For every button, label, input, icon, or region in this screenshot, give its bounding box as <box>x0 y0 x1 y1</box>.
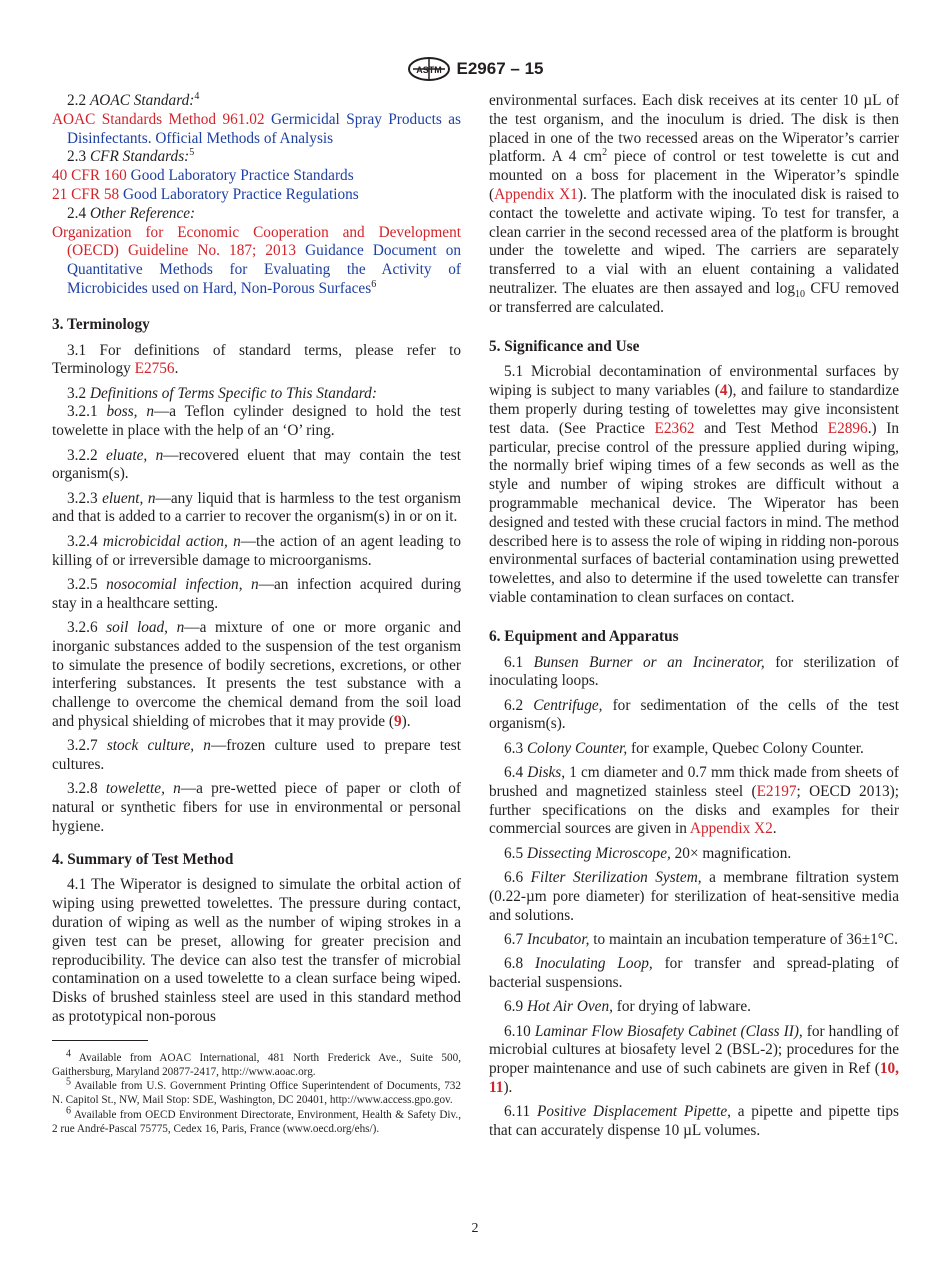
section-2-2: 2.2 AOAC Standard:$^4$ <box>67 90 200 109</box>
section-2-3: 2.3 CFR Standards:$^5$ <box>67 147 195 166</box>
term-3-2-5: 3.2.5 nosocomial infection, n—an infection acquired during stay in a healthcare setting. <box>52 575 461 612</box>
equipment-6-10: 6.10 Laminar Flow Biosafety Cabinet (Class II), for handling of microbial cultures at biosafety level 2 (BSL-2); procedures for the proper maintenance and use of such cabinets are given in Ref (10, 11). <box>489 1022 899 1096</box>
ref-link-9[interactable]: 9 <box>393 712 402 730</box>
page-number: 2 <box>471 1221 479 1236</box>
link-e2197[interactable]: E2197 <box>756 782 797 800</box>
equipment-6-2: 6.2 Centrifuge, for sedimentation of the cells of the test organism(s). <box>489 696 899 733</box>
ref-link-10-11[interactable]: 10, 11 <box>489 1060 899 1096</box>
svg-text:ASTM: ASTM <box>415 65 442 75</box>
term-3-2-7: 3.2.7 stock culture, n—frozen culture used to prepare test cultures. <box>52 737 461 773</box>
ref-aoac-961-02[interactable]: AOAC Standards Method 961.02 Germicidal Spray Products as Disinfectants. Official Methods of Analysis <box>52 110 461 147</box>
section-5-heading: 5. Significance and Use <box>489 337 640 355</box>
summary-4-1: 4.1 The Wiperator is designed to simulate the orbital action of wiping using prewetted towelettes. The pressure during contact, duration of wiping as well as the number of wiping strokes in a given test can be preset, allowing for greater precision and reproducibility. The device can also test the transfer of microbial contamination on a used towelette to a clean surface being wiped. Disks of brushed stainless steel are used in this standard method as prototypical non-porous <box>52 876 461 1026</box>
equipment-6-4: 6.4 Disks, 1 cm diameter and 0.7 mm thick made from sheets of brushed and magnetized stainless steel (E2197; OECD 2013); further specifications on the disks and examples for their commercial sources are given in Appendix X2. <box>489 764 899 838</box>
footnote-divider <box>52 1040 148 1041</box>
equipment-6-7: 6.7 Incubator, to maintain an incubation temperature of 36±1°C. <box>504 930 898 948</box>
right-column <box>489 92 899 1141</box>
ref-21-cfr-58[interactable]: 21 CFR 58 Good Laboratory Practice Regulations <box>52 185 359 203</box>
left-column <box>52 92 461 1136</box>
section-4-heading: 4. Summary of Test Method <box>52 850 234 868</box>
ref-40-cfr-160[interactable]: 40 CFR 160 Good Laboratory Practice Standards <box>52 167 354 185</box>
significance-5-1: 5.1 Microbial decontamination of environmental surfaces by wiping is subject to many variables (4), and failure to standardize them properly during testing of towelettes may give inconsistent test data. (See Practice E2362 and Test Method E2896.) In particular, precise control of the pressure applied during wiping, the normally brief wiping times of a few seconds as well as the style and number of wiping strokes are difficult without a programmable mechanical device. The Wiperator has been designed and tested with these crucial factors in mind. The method described here is to assess the role of wiping in ridding non-porous environmental surfaces of bacterial contamination using prewetted towelettes, and also to determine if the used towelette can transfer viable contamination to clean surfaces on contact. <box>489 363 899 606</box>
link-appendix-x2[interactable]: Appendix X2 <box>689 820 773 838</box>
term-3-2-4: 3.2.4 microbicidal action, n—the action of an agent leading to killing of or irreversible damage to microorganisms. <box>52 532 461 569</box>
link-e2756[interactable]: E2756 <box>134 360 175 378</box>
section-6-heading: 6. Equipment and Apparatus <box>489 627 679 645</box>
equipment-6-1: 6.1 Bunsen Burner or an Incinerator, for sterilization of inoculating loops. <box>489 653 899 690</box>
term-3-2-3: 3.2.3 eluent, n—any liquid that is harmless to the test organism and that is added to a carrier to recover the organism(s) in or on it. <box>52 489 461 526</box>
link-appendix-x1[interactable]: Appendix X1 <box>494 185 578 203</box>
section-3-heading: 3. Terminology <box>52 315 150 333</box>
equipment-6-5: 6.5 Dissecting Microscope, 20× magnification. <box>504 844 792 862</box>
footnotes <box>52 1040 461 1136</box>
term-3-2: 3.2 Definitions of Terms Specific to This Standard: <box>67 384 377 402</box>
term-3-2-8: 3.2.8 towelette, n—a pre-wetted piece of paper or cloth of natural or synthetic fibers for use in environmental or personal hygiene. <box>52 780 461 835</box>
footnote-4: $^4$ Available from AOAC International, 481 North Frederick Ave., Suite 500, Gaithersburg, Maryland 20877-2417, http://www.aoac.org. <box>52 1048 461 1079</box>
term-3-2-2: 3.2.2 eluate, n—recovered eluent that may contain the test organism(s). <box>52 446 461 483</box>
term-3-1: 3.1 For definitions of standard terms, please refer to Terminology E2756. <box>52 341 461 378</box>
equipment-6-8: 6.8 Inoculating Loop, for transfer and spread-plating of bacterial suspensions. <box>489 955 899 991</box>
equipment-6-11: 6.11 Positive Displacement Pipette, a pipette and pipette tips that can accurately dispense 10 µL volumes. <box>489 1103 900 1140</box>
footnote-5: $^5$ Available from U.S. Government Printing Office Superintendent of Documents, 732 N. Capitol St., NW, Mail Stop: SDE, Washington, DC 20401, http://www.access.gpo.gov. <box>52 1076 461 1107</box>
term-3-2-6: 3.2.6 soil load, n—a mixture of one or more organic and inorganic substances added to the suspension of the test organism to simulate the presence of bodily secretions, excretions, or other interfering substances. It presents the test substance with a challenge to overcome the chemical demand from the soil load and physical shielding of microbes that it may provide (9). <box>52 618 462 730</box>
page-header <box>0 57 950 83</box>
term-3-2-1: 3.2.1 boss, n—a Teflon cylinder designed to hold the test towelette in place with the help of an ‘O’ ring. <box>52 403 461 440</box>
standard-designation: E2967 – 15 <box>456 59 544 78</box>
ref-link-4[interactable]: 4 <box>719 382 728 400</box>
summary-4-1-continued: environmental surfaces. Each disk receives at its center 10 µL of the test organism, and the inoculum is dried. The disk is then placed in one of the two recessed areas on the Wiperator’s carrier platform. A 4 $cm^2$ piece of control or test towelette is cut and mounted on a boss for placement in the Wiperator’s spindle (Appendix X1). The platform with the inoculated disk is raised to contact the towelette and activate wiping. To test for transfer, a clean carrier in the second recessed area of the platform is brought under the towelette and wiped. The carriers are separately transferred to a vial with an eluent containing a validated neutralizer. The eluates are then assayed and $\log_{10}$ CFU removed or transferred are calculated. <box>489 92 899 316</box>
equipment-6-3: 6.3 Colony Counter, for example, Quebec Colony Counter. <box>504 739 864 757</box>
equipment-6-9: 6.9 Hot Air Oven, for drying of labware. <box>504 998 751 1016</box>
ref-oecd-guideline[interactable]: Organization for Economic Cooperation and Development (OECD) Guideline No. 187; 2013 Guidance Document on Quantitative Methods for Evaluating the Activity of Microbicides used on Hard, Non-Porous Surfaces$^6$ <box>52 223 462 297</box>
astm-logo-icon <box>407 57 451 81</box>
link-e2362[interactable]: E2362 <box>654 419 695 437</box>
equipment-6-6: 6.6 Filter Sterilization System, a membrane filtration system (0.22-µm pore diameter) for sterilization of heat-sensitive media and solutions. <box>489 868 899 924</box>
link-e2896[interactable]: E2896 <box>827 419 868 437</box>
footnote-6: $^6$ Available from OECD Environment Directorate, Environment, Health & Safety Div., 2 rue André-Pascal 75775, Cedex 16, Paris, France (www.oecd.org/ehs/). <box>52 1104 461 1135</box>
section-2-4: 2.4 Other Reference: <box>67 204 196 222</box>
